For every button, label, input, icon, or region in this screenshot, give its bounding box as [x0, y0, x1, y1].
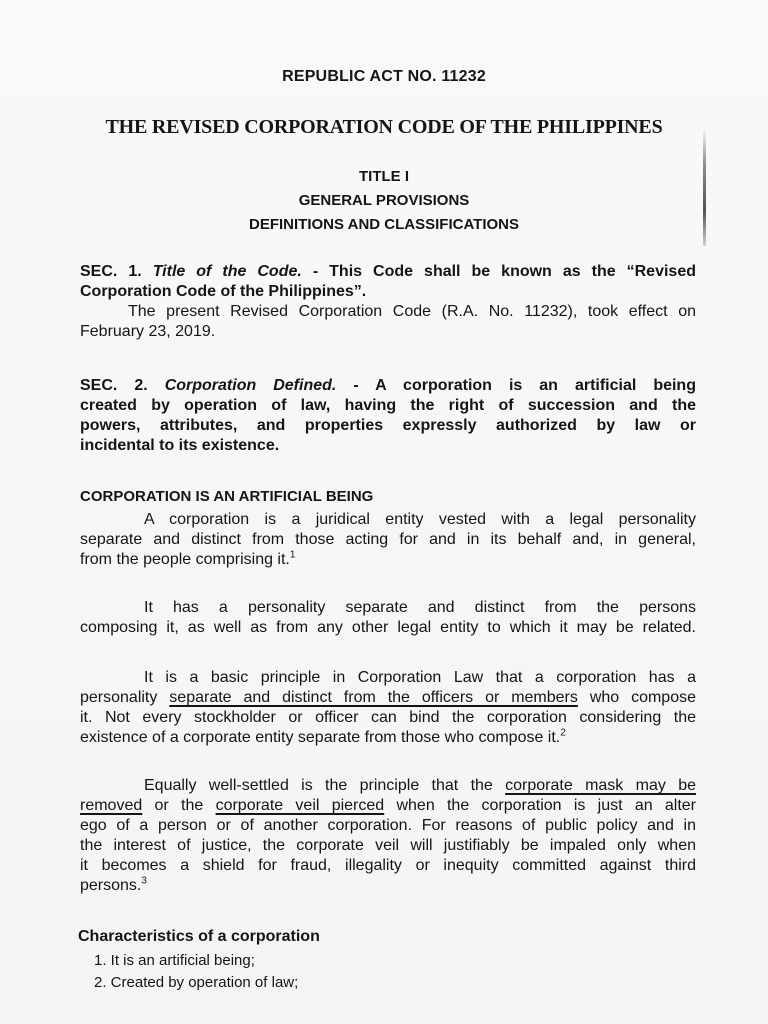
list-item: 2. Created by operation of law;	[94, 974, 299, 991]
p3-line4: existence of a corporate entity separate from those who compose it.	[80, 729, 561, 746]
sec1-line1: This Code shall be known as the “Revised	[329, 263, 696, 280]
footnote-ref-2: 2	[560, 727, 566, 739]
general-provisions-heading: GENERAL PROVISIONS	[298, 192, 470, 209]
p2-line1: It has a personality separate and distinct from the persons	[144, 599, 696, 616]
sec2-dash: -	[353, 377, 359, 394]
sec1-dash: -	[312, 263, 319, 280]
sec1-line2: Corporation Code of the Philippines”.	[80, 283, 367, 300]
sec1-note-line1: The present Revised Corporation Code (R.A. No. 11232), took effect on	[128, 303, 696, 320]
p3-line2-a: personality	[80, 689, 158, 706]
sec2-line4: incidental to its existence.	[80, 437, 280, 454]
characteristics-heading: Characteristics of a corporation	[78, 928, 320, 945]
sec1-note-line2: February 23, 2019.	[80, 323, 216, 340]
act-number: REPUBLIC ACT NO. 11232	[282, 68, 486, 85]
p4-underlined-veil: corporate veil pierced	[215, 797, 385, 814]
sec2-line3: powers, attributes, and properties expressly authorized by law or	[80, 417, 696, 434]
paragraph-3	[80, 668, 696, 748]
sec2-label: SEC. 2.	[80, 377, 148, 394]
p1-line2: separate and distinct from those acting for and in its behalf and, in general,	[80, 531, 696, 548]
p4-line5: it becomes a shield for fraud, illegality or inequity committed against third	[80, 857, 696, 874]
artificial-being-heading: CORPORATION IS AN ARTIFICIAL BEING	[80, 488, 374, 505]
sec2-line2: created by operation of law, having the right of succession and the	[80, 397, 696, 414]
definitions-heading: DEFINITIONS AND CLASSIFICATIONS	[249, 216, 519, 233]
p4-line2-b: when the corporation is just an alter	[396, 797, 697, 814]
p3-line3: it. Not every stockholder or officer can bind the corporation considering the	[80, 709, 696, 726]
p3-underlined-phrase: separate and distinct from the officers or members	[169, 689, 578, 706]
p1-line1: A corporation is a juridical entity vested with a legal personality	[144, 511, 696, 528]
p4-underlined-removed: removed	[80, 797, 143, 814]
p4-line1-a: Equally well-settled is the principle that the	[144, 777, 493, 794]
p4-underlined-mask: corporate mask may be	[505, 777, 696, 794]
paragraph-4	[80, 776, 696, 896]
footnote-ref-3: 3	[141, 875, 147, 887]
sec2-heading: Corporation Defined.	[164, 377, 337, 394]
title-label: TITLE I	[359, 168, 409, 185]
p4-line2-a: or the	[154, 797, 204, 814]
p4-line6: persons.	[80, 877, 142, 894]
code-title: THE REVISED CORPORATION CODE OF THE PHILIPPINES	[105, 116, 663, 138]
sec1-label: SEC. 1.	[80, 263, 142, 280]
footnote-ref-1: 1	[289, 549, 296, 561]
p3-line2-b: who compose	[589, 689, 696, 706]
p4-line3: ego of a person or of another corporation. For reasons of public policy and in	[80, 817, 696, 834]
p1-line3: from the people comprising it.	[80, 551, 290, 568]
list-item: 1. It is an artificial being;	[94, 952, 255, 969]
p4-line4: the interest of justice, the corporate veil will justifiably be impaled only when	[80, 837, 696, 854]
characteristics-list	[94, 950, 298, 994]
paragraph-1	[80, 510, 696, 570]
p2-line2: composing it, as well as from any other legal entity to which it may be related.	[80, 619, 696, 636]
sec2-line1: A corporation is an artificial being	[375, 377, 696, 394]
sec1-heading: Title of the Code.	[152, 263, 302, 280]
section-1	[80, 262, 696, 342]
section-2	[80, 376, 696, 456]
p3-line1: It is a basic principle in Corporation Law that a corporation has a	[144, 669, 696, 686]
paragraph-2	[80, 598, 696, 638]
